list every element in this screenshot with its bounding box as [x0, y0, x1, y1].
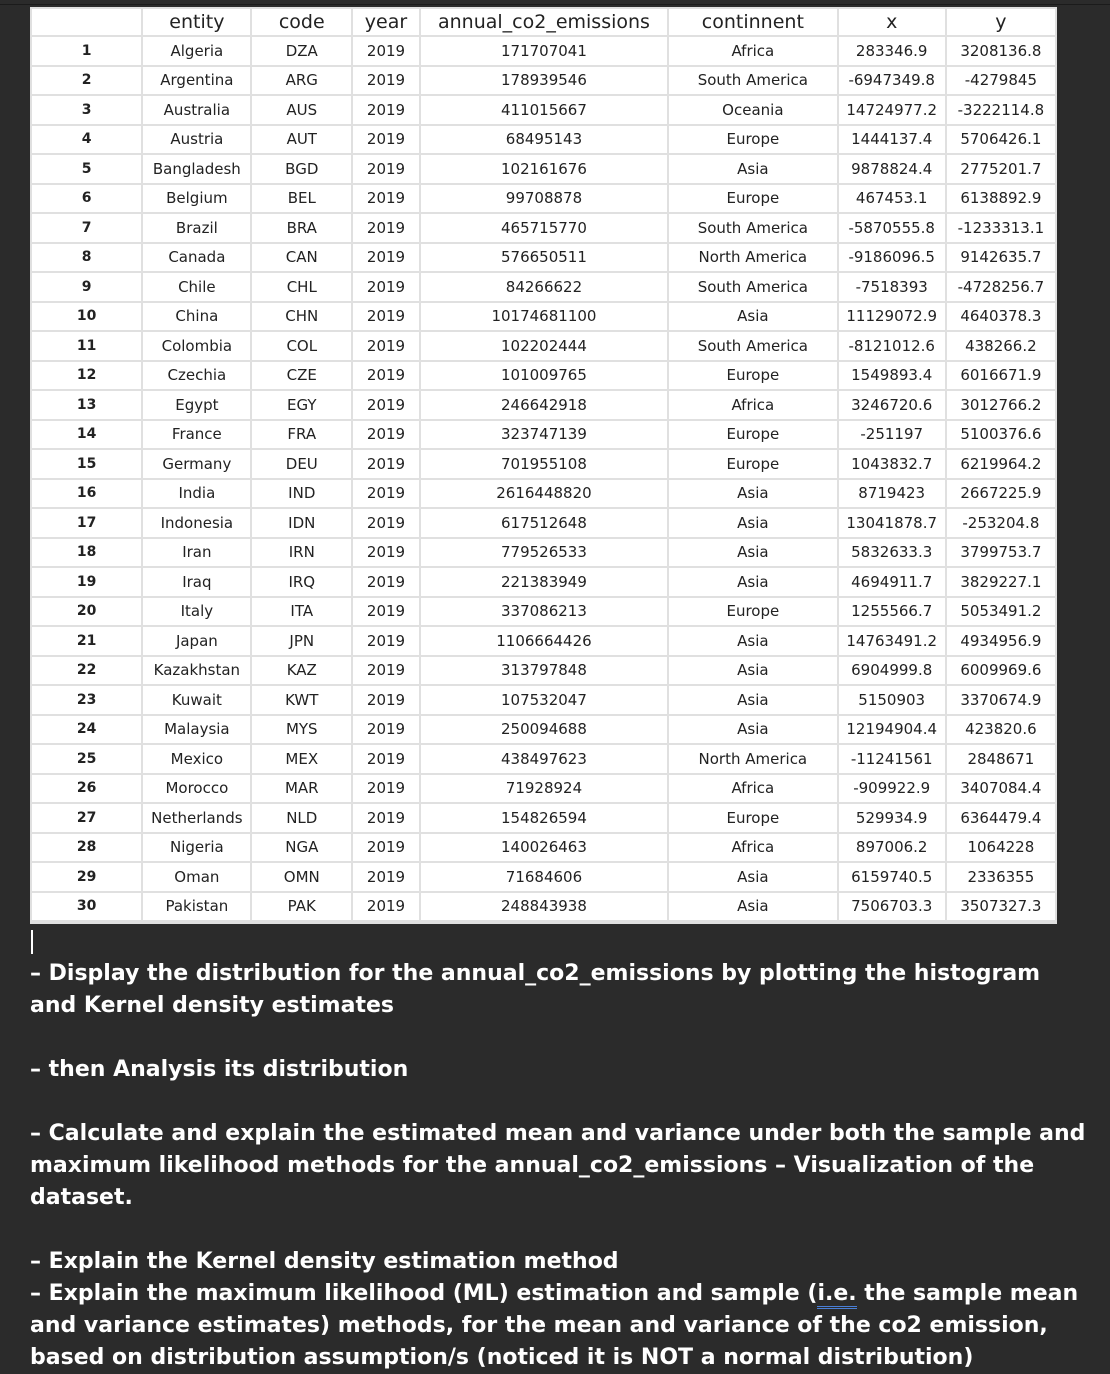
table-row [32, 273, 1055, 301]
cell-continent: South America [669, 332, 837, 360]
cell-row-index: 23 [32, 686, 141, 714]
table-row [32, 362, 1055, 390]
cell-y: -4279845 [947, 67, 1055, 95]
cell-annual-co2-emissions: 10174681100 [421, 303, 667, 331]
text-cursor [31, 930, 33, 954]
cell-y: 3829227.1 [947, 568, 1055, 596]
cell-y: 5053491.2 [947, 598, 1055, 626]
column-header-entity: entity [143, 9, 250, 35]
cell-year: 2019 [353, 421, 419, 449]
cell-code: FRA [252, 421, 351, 449]
cell-code: IRN [252, 539, 351, 567]
cell-entity: Malaysia [143, 716, 250, 744]
cell-entity: Netherlands [143, 804, 250, 832]
cell-annual-co2-emissions: 617512648 [421, 509, 667, 537]
cell-year: 2019 [353, 214, 419, 242]
cell-row-index: 15 [32, 450, 141, 478]
table-row [32, 185, 1055, 213]
table-row [32, 716, 1055, 744]
cell-code: ITA [252, 598, 351, 626]
cell-entity: Brazil [143, 214, 250, 242]
cell-code: CZE [252, 362, 351, 390]
cell-entity: Bangladesh [143, 155, 250, 183]
cell-code: EGY [252, 391, 351, 419]
cell-entity: Canada [143, 244, 250, 272]
cell-annual-co2-emissions: 465715770 [421, 214, 667, 242]
cell-entity: Mexico [143, 745, 250, 773]
cell-annual-co2-emissions: 68495143 [421, 126, 667, 154]
cell-continent: Africa [669, 37, 837, 65]
cell-code: COL [252, 332, 351, 360]
cell-x: -5870555.8 [839, 214, 945, 242]
cell-year: 2019 [353, 804, 419, 832]
cell-code: KWT [252, 686, 351, 714]
cell-annual-co2-emissions: 313797848 [421, 657, 667, 685]
cell-continent: South America [669, 214, 837, 242]
cell-y: 5706426.1 [947, 126, 1055, 154]
cell-y: -1233313.1 [947, 214, 1055, 242]
cell-year: 2019 [353, 450, 419, 478]
cell-continent: Africa [669, 775, 837, 803]
cell-year: 2019 [353, 362, 419, 390]
cell-x: 5150903 [839, 686, 945, 714]
cell-entity: Morocco [143, 775, 250, 803]
cell-continent: Asia [669, 627, 837, 655]
cell-code: PAK [252, 893, 351, 921]
table-row [32, 155, 1055, 183]
cell-row-index: 19 [32, 568, 141, 596]
cell-y: 3799753.7 [947, 539, 1055, 567]
cell-continent: North America [669, 745, 837, 773]
cell-row-index: 21 [32, 627, 141, 655]
cell-year: 2019 [353, 745, 419, 773]
cell-y: 438266.2 [947, 332, 1055, 360]
cell-annual-co2-emissions: 250094688 [421, 716, 667, 744]
cell-code: CAN [252, 244, 351, 272]
cell-y: 6016671.9 [947, 362, 1055, 390]
cell-y: 2667225.9 [947, 480, 1055, 508]
cell-year: 2019 [353, 155, 419, 183]
cell-year: 2019 [353, 273, 419, 301]
table-row [32, 745, 1055, 773]
cell-x: 1549893.4 [839, 362, 945, 390]
cell-continent: Asia [669, 509, 837, 537]
column-header-annual-co2-emissions: annual_co2_emissions [421, 9, 667, 35]
cell-row-index: 9 [32, 273, 141, 301]
cell-x: 12194904.4 [839, 716, 945, 744]
cell-row-index: 17 [32, 509, 141, 537]
cell-annual-co2-emissions: 99708878 [421, 185, 667, 213]
cell-row-index: 29 [32, 863, 141, 891]
cell-row-index: 27 [32, 804, 141, 832]
cell-continent: Europe [669, 450, 837, 478]
cell-continent: Asia [669, 303, 837, 331]
cell-y: 2848671 [947, 745, 1055, 773]
cell-row-index: 14 [32, 421, 141, 449]
cell-continent: Asia [669, 863, 837, 891]
cell-row-index: 5 [32, 155, 141, 183]
cell-entity: Italy [143, 598, 250, 626]
cell-continent: Asia [669, 893, 837, 921]
column-header-row-index [32, 9, 141, 35]
cell-continent: North America [669, 244, 837, 272]
cell-row-index: 20 [32, 598, 141, 626]
cell-code: NLD [252, 804, 351, 832]
cell-x: 897006.2 [839, 834, 945, 862]
cell-y: 3407084.4 [947, 775, 1055, 803]
cell-row-index: 12 [32, 362, 141, 390]
cell-entity: Oman [143, 863, 250, 891]
cell-y: 6138892.9 [947, 185, 1055, 213]
table-row [32, 244, 1055, 272]
cell-entity: Egypt [143, 391, 250, 419]
cell-continent: Europe [669, 126, 837, 154]
cell-y: 2775201.7 [947, 155, 1055, 183]
table-body [32, 37, 1055, 920]
cell-y: -4728256.7 [947, 273, 1055, 301]
cell-entity: Algeria [143, 37, 250, 65]
cell-annual-co2-emissions: 2616448820 [421, 480, 667, 508]
cell-x: 3246720.6 [839, 391, 945, 419]
cell-code: MEX [252, 745, 351, 773]
cell-code: ARG [252, 67, 351, 95]
cell-year: 2019 [353, 834, 419, 862]
cell-continent: Europe [669, 804, 837, 832]
cell-y: 6009969.6 [947, 657, 1055, 685]
cell-annual-co2-emissions: 102161676 [421, 155, 667, 183]
cell-entity: Austria [143, 126, 250, 154]
cell-entity: Kazakhstan [143, 657, 250, 685]
cell-annual-co2-emissions: 178939546 [421, 67, 667, 95]
cell-code: BEL [252, 185, 351, 213]
cell-row-index: 26 [32, 775, 141, 803]
cell-x: -8121012.6 [839, 332, 945, 360]
table-row [32, 126, 1055, 154]
cell-x: 6904999.8 [839, 657, 945, 685]
cell-row-index: 24 [32, 716, 141, 744]
cell-row-index: 6 [32, 185, 141, 213]
cell-y: -3222114.8 [947, 96, 1055, 124]
cell-annual-co2-emissions: 140026463 [421, 834, 667, 862]
cell-entity: Argentina [143, 67, 250, 95]
cell-y: 9142635.7 [947, 244, 1055, 272]
cell-row-index: 8 [32, 244, 141, 272]
table-row [32, 37, 1055, 65]
cell-code: IDN [252, 509, 351, 537]
table-row [32, 686, 1055, 714]
cell-entity: France [143, 421, 250, 449]
cell-continent: Africa [669, 834, 837, 862]
cell-code: MYS [252, 716, 351, 744]
instruction-mean-variance: – Calculate and explain the estimated mean and variance under both the sample and maximum likelihood methods for the annual_co2_emissions – Visualization of the dataset. [30, 1121, 1086, 1210]
table-row [32, 214, 1055, 242]
cell-entity: Nigeria [143, 834, 250, 862]
cell-x: 11129072.9 [839, 303, 945, 331]
ie-abbreviation: i.e. [817, 1281, 856, 1309]
cell-y: 6364479.4 [947, 804, 1055, 832]
cell-annual-co2-emissions: 221383949 [421, 568, 667, 596]
cell-x: -6947349.8 [839, 67, 945, 95]
cell-code: IND [252, 480, 351, 508]
cell-annual-co2-emissions: 701955108 [421, 450, 667, 478]
cell-year: 2019 [353, 657, 419, 685]
cell-continent: South America [669, 67, 837, 95]
cell-y: 4934956.9 [947, 627, 1055, 655]
cell-x: 1255566.7 [839, 598, 945, 626]
cell-year: 2019 [353, 775, 419, 803]
instruction-histogram: – Display the distribution for the annual_co2_emissions by plotting the histogram and Kernel density estimates [30, 961, 1041, 1018]
table-row [32, 568, 1055, 596]
cell-year: 2019 [353, 67, 419, 95]
cell-x: -9186096.5 [839, 244, 945, 272]
cell-y: 1064228 [947, 834, 1055, 862]
cell-year: 2019 [353, 303, 419, 331]
cell-year: 2019 [353, 391, 419, 419]
cell-row-index: 7 [32, 214, 141, 242]
cell-continent: Europe [669, 421, 837, 449]
cell-y: 3370674.9 [947, 686, 1055, 714]
cell-y: -253204.8 [947, 509, 1055, 537]
table-header-row [32, 9, 1055, 35]
cell-row-index: 11 [32, 332, 141, 360]
cell-row-index: 30 [32, 893, 141, 921]
cell-y: 5100376.6 [947, 421, 1055, 449]
cell-code: BGD [252, 155, 351, 183]
cell-entity: Kuwait [143, 686, 250, 714]
dataframe-table-container [30, 7, 1057, 924]
cell-continent: Africa [669, 391, 837, 419]
table-row [32, 67, 1055, 95]
table-row [32, 303, 1055, 331]
cell-x: -251197 [839, 421, 945, 449]
cell-code: MAR [252, 775, 351, 803]
cell-annual-co2-emissions: 154826594 [421, 804, 667, 832]
cell-y: 3012766.2 [947, 391, 1055, 419]
cell-x: 14724977.2 [839, 96, 945, 124]
cell-year: 2019 [353, 893, 419, 921]
cell-entity: China [143, 303, 250, 331]
cell-year: 2019 [353, 185, 419, 213]
dataframe-table [30, 7, 1057, 922]
cell-x: 6159740.5 [839, 863, 945, 891]
column-header-x: x [839, 9, 945, 35]
cell-annual-co2-emissions: 248843938 [421, 893, 667, 921]
cell-x: -11241561 [839, 745, 945, 773]
cell-x: 467453.1 [839, 185, 945, 213]
cell-year: 2019 [353, 126, 419, 154]
cell-code: NGA [252, 834, 351, 862]
cell-continent: Asia [669, 657, 837, 685]
cell-row-index: 16 [32, 480, 141, 508]
cell-code: IRQ [252, 568, 351, 596]
cell-continent: Europe [669, 362, 837, 390]
table-row [32, 96, 1055, 124]
cell-entity: Pakistan [143, 893, 250, 921]
cell-y: 6219964.2 [947, 450, 1055, 478]
cell-entity: Czechia [143, 362, 250, 390]
instruction-kde: – Explain the Kernel density estimation method [30, 1249, 619, 1274]
cell-x: 529934.9 [839, 804, 945, 832]
cell-code: CHN [252, 303, 351, 331]
cell-continent: Europe [669, 598, 837, 626]
cell-year: 2019 [353, 509, 419, 537]
cell-continent: Asia [669, 716, 837, 744]
cell-y: 3208136.8 [947, 37, 1055, 65]
cell-x: 1444137.4 [839, 126, 945, 154]
cell-continent: Asia [669, 539, 837, 567]
cell-year: 2019 [353, 244, 419, 272]
cell-year: 2019 [353, 96, 419, 124]
cell-x: 283346.9 [839, 37, 945, 65]
cell-year: 2019 [353, 716, 419, 744]
cell-annual-co2-emissions: 411015667 [421, 96, 667, 124]
cell-entity: Iran [143, 539, 250, 567]
cell-continent: Oceania [669, 96, 837, 124]
table-row [32, 539, 1055, 567]
cell-y: 4640378.3 [947, 303, 1055, 331]
cell-annual-co2-emissions: 171707041 [421, 37, 667, 65]
cell-code: DEU [252, 450, 351, 478]
cell-code: CHL [252, 273, 351, 301]
cell-row-index: 2 [32, 67, 141, 95]
cell-x: 5832633.3 [839, 539, 945, 567]
table-row [32, 421, 1055, 449]
column-header-y: y [947, 9, 1055, 35]
cell-code: AUS [252, 96, 351, 124]
cell-entity: Japan [143, 627, 250, 655]
cell-continent: Europe [669, 185, 837, 213]
column-header-year: year [353, 9, 419, 35]
cell-entity: Belgium [143, 185, 250, 213]
cell-continent: Asia [669, 686, 837, 714]
top-divider [0, 4, 1110, 5]
cell-year: 2019 [353, 332, 419, 360]
cell-row-index: 1 [32, 37, 141, 65]
cell-annual-co2-emissions: 246642918 [421, 391, 667, 419]
column-header-code: code [252, 9, 351, 35]
cell-row-index: 4 [32, 126, 141, 154]
cell-x: 13041878.7 [839, 509, 945, 537]
cell-code: JPN [252, 627, 351, 655]
cell-annual-co2-emissions: 84266622 [421, 273, 667, 301]
cell-annual-co2-emissions: 71684606 [421, 863, 667, 891]
table-row [32, 509, 1055, 537]
cell-year: 2019 [353, 863, 419, 891]
cell-row-index: 28 [32, 834, 141, 862]
cell-x: 14763491.2 [839, 627, 945, 655]
cell-y: 423820.6 [947, 716, 1055, 744]
cell-x: -7518393 [839, 273, 945, 301]
cell-annual-co2-emissions: 576650511 [421, 244, 667, 272]
cell-year: 2019 [353, 568, 419, 596]
cell-annual-co2-emissions: 107532047 [421, 686, 667, 714]
table-row [32, 834, 1055, 862]
cell-annual-co2-emissions: 779526533 [421, 539, 667, 567]
cell-code: OMN [252, 863, 351, 891]
cell-code: DZA [252, 37, 351, 65]
cell-row-index: 25 [32, 745, 141, 773]
cell-year: 2019 [353, 686, 419, 714]
table-row [32, 804, 1055, 832]
cell-annual-co2-emissions: 102202444 [421, 332, 667, 360]
cell-row-index: 10 [32, 303, 141, 331]
cell-year: 2019 [353, 598, 419, 626]
table-row [32, 598, 1055, 626]
cell-row-index: 3 [32, 96, 141, 124]
table-row [32, 775, 1055, 803]
cell-row-index: 18 [32, 539, 141, 567]
cell-row-index: 13 [32, 391, 141, 419]
cell-annual-co2-emissions: 101009765 [421, 362, 667, 390]
cell-y: 2336355 [947, 863, 1055, 891]
cell-y: 3507327.3 [947, 893, 1055, 921]
cell-entity: India [143, 480, 250, 508]
table-row [32, 391, 1055, 419]
instruction-analysis: – then Analysis its distribution [30, 1057, 409, 1082]
cell-x: 4694911.7 [839, 568, 945, 596]
cell-entity: Australia [143, 96, 250, 124]
table-row [32, 332, 1055, 360]
cell-continent: South America [669, 273, 837, 301]
cell-entity: Iraq [143, 568, 250, 596]
table-row [32, 657, 1055, 685]
cell-annual-co2-emissions: 71928924 [421, 775, 667, 803]
cell-year: 2019 [353, 37, 419, 65]
cell-annual-co2-emissions: 323747139 [421, 421, 667, 449]
cell-entity: Colombia [143, 332, 250, 360]
cell-x: 9878824.4 [839, 155, 945, 183]
table-row [32, 450, 1055, 478]
cell-code: AUT [252, 126, 351, 154]
cell-annual-co2-emissions: 438497623 [421, 745, 667, 773]
cell-continent: Asia [669, 568, 837, 596]
cell-code: KAZ [252, 657, 351, 685]
cell-year: 2019 [353, 480, 419, 508]
cell-year: 2019 [353, 627, 419, 655]
assignment-instructions [30, 958, 1090, 1374]
table-row [32, 863, 1055, 891]
table-row [32, 893, 1055, 921]
cell-entity: Chile [143, 273, 250, 301]
cell-x: 8719423 [839, 480, 945, 508]
table-row [32, 480, 1055, 508]
table-row [32, 627, 1055, 655]
cell-annual-co2-emissions: 1106664426 [421, 627, 667, 655]
cell-row-index: 22 [32, 657, 141, 685]
cell-continent: Asia [669, 155, 837, 183]
cell-x: -909922.9 [839, 775, 945, 803]
cell-x: 7506703.3 [839, 893, 945, 921]
cell-code: BRA [252, 214, 351, 242]
cell-entity: Germany [143, 450, 250, 478]
cell-x: 1043832.7 [839, 450, 945, 478]
cell-entity: Indonesia [143, 509, 250, 537]
cell-annual-co2-emissions: 337086213 [421, 598, 667, 626]
instruction-ml-estimation: – Explain the maximum likelihood (ML) estimation and sample (i.e. the sample mean and variance estimates) methods, for the mean and variance of the co2 emission, based on distribution assumption/s (noticed it is NOT a normal distribution) [30, 1281, 1079, 1370]
cell-continent: Asia [669, 480, 837, 508]
cell-year: 2019 [353, 539, 419, 567]
column-header-continent: continnent [669, 9, 837, 35]
